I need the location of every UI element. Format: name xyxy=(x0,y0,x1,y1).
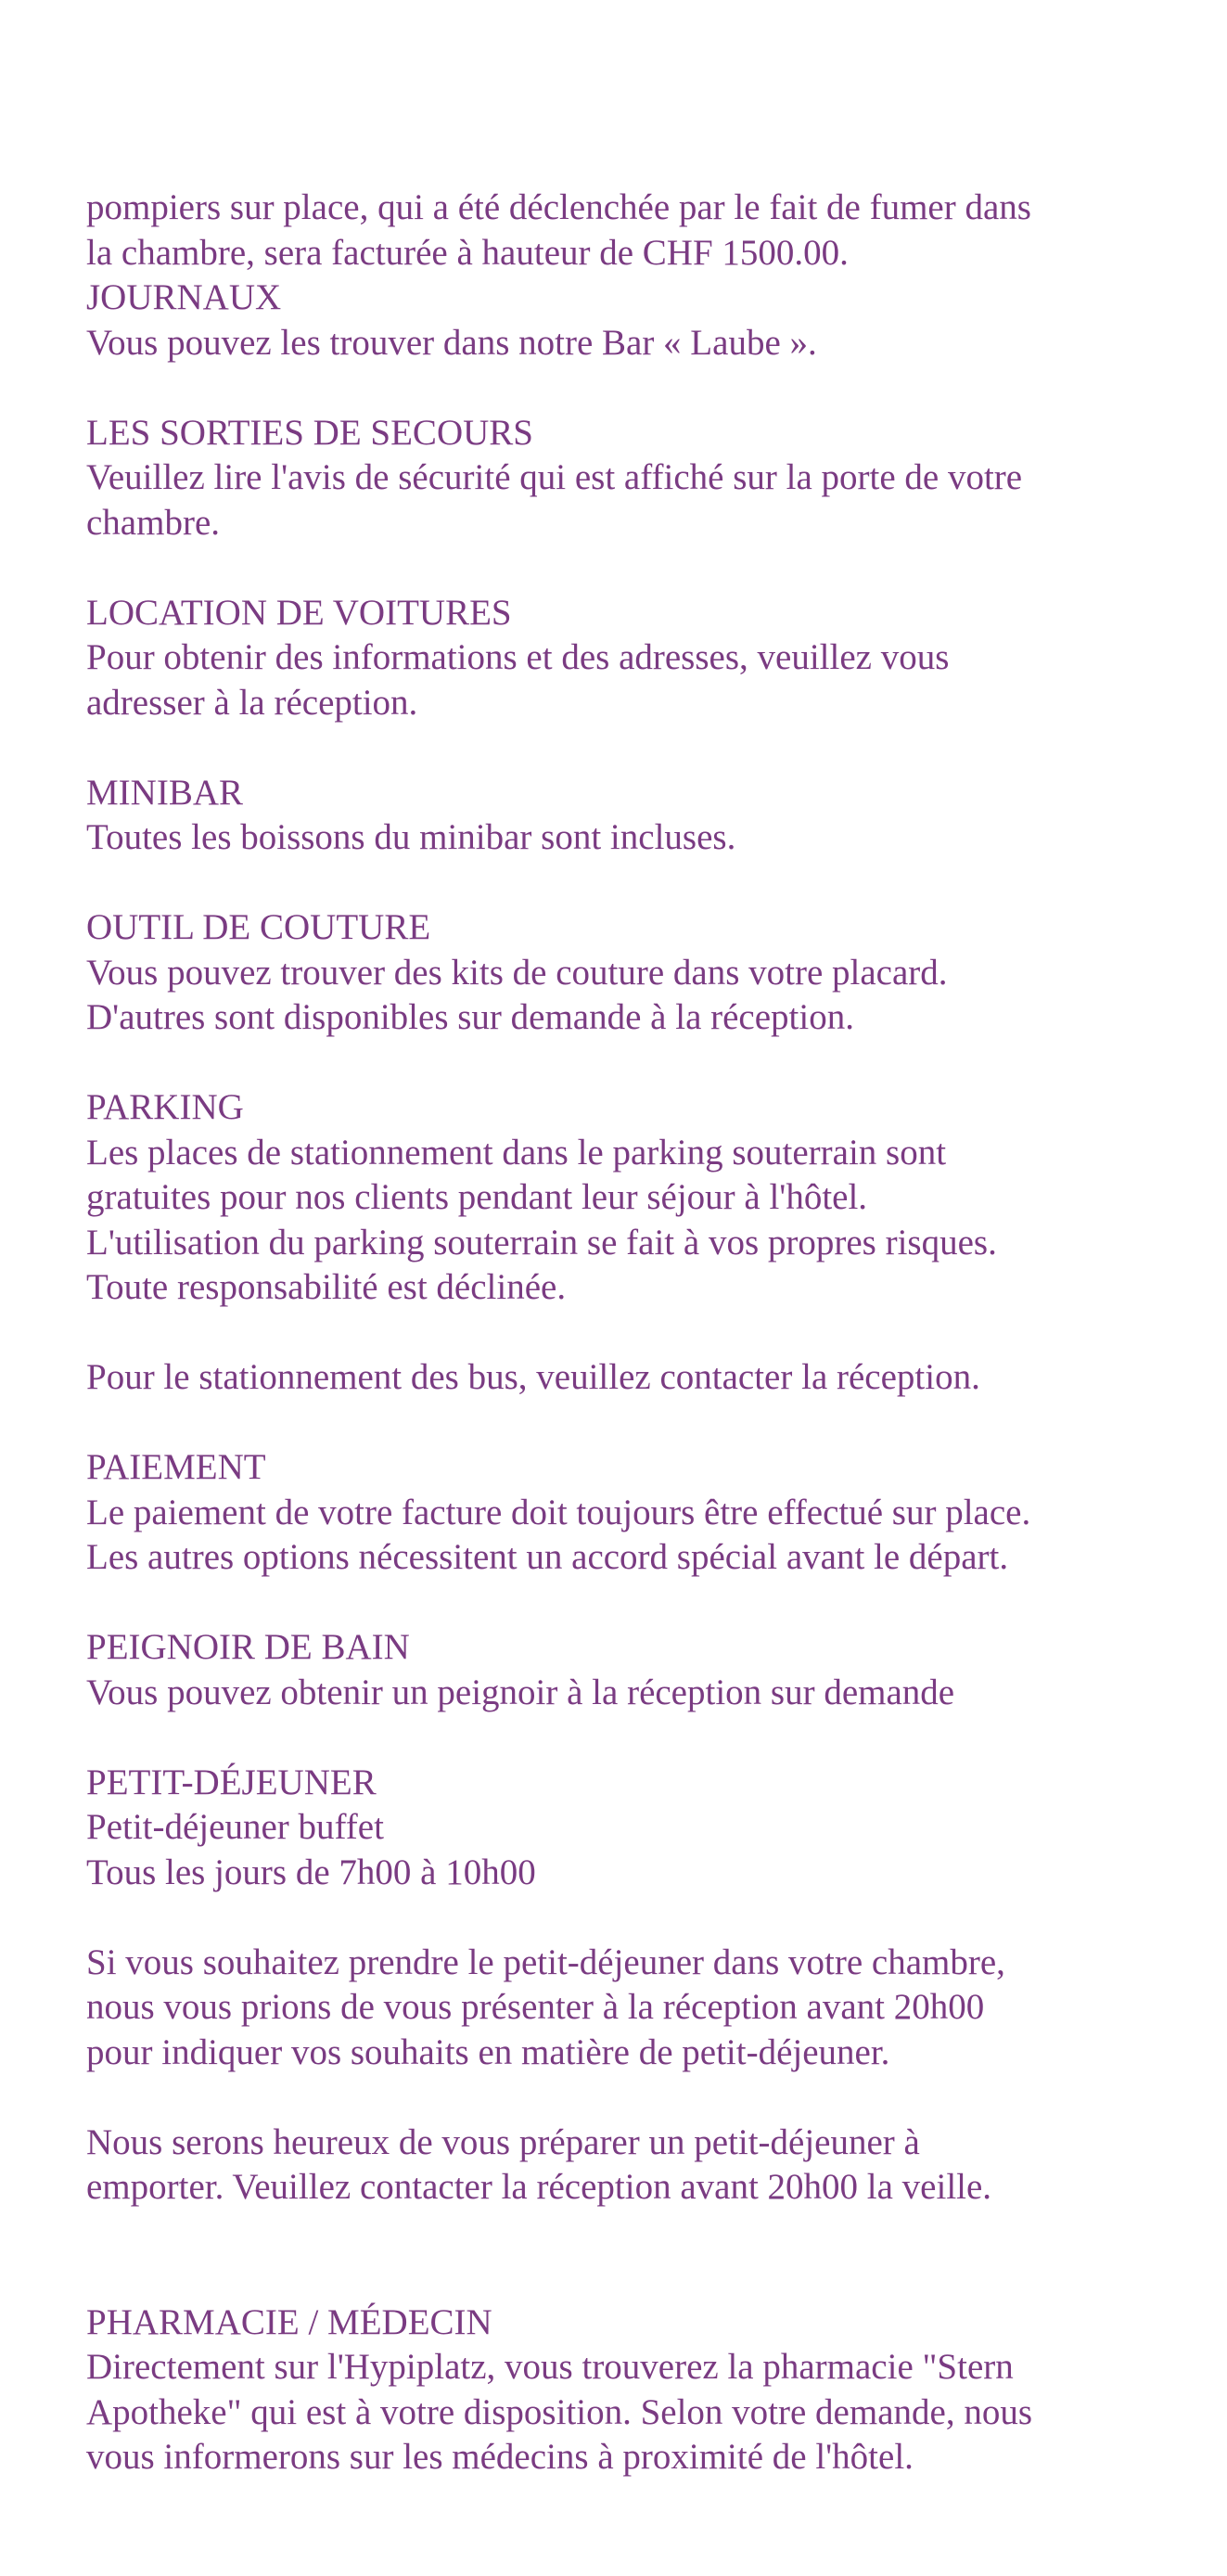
text-line: vous informerons sur les médecins à proximité de l'hôtel. xyxy=(86,2437,914,2477)
section-journaux xyxy=(86,276,1171,365)
text-line: Toutes les boissons du minibar sont incluses. xyxy=(86,817,736,857)
text-line: pompiers sur place, qui a été déclenchée par le fait de fumer dans xyxy=(86,187,1031,227)
text-line: Les autres options nécessitent un accord spécial avant le départ. xyxy=(86,1537,1009,1577)
text-line: Nous serons heureux de vous préparer un petit-déjeuner à xyxy=(86,2121,920,2162)
text-line: Veuillez lire l'avis de sécurité qui est affiché sur la porte de votre xyxy=(86,457,1023,497)
section-location-voitures xyxy=(86,591,1171,726)
section-heading: LES SORTIES DE SECOURS xyxy=(86,412,533,453)
section-heading: PEIGNOIR DE BAIN xyxy=(86,1627,410,1667)
text-line: Apotheke" qui est à votre disposition. Selon votre demande, nous xyxy=(86,2391,1032,2432)
section-peignoir xyxy=(86,1625,1171,1715)
text-line: Le paiement de votre facture doit toujours être effectué sur place. xyxy=(86,1492,1031,1532)
text-line: Si vous souhaitez prendre le petit-déjeuner dans votre chambre, xyxy=(86,1942,1005,1982)
text-line: Vous pouvez obtenir un peignoir à la réception sur demande xyxy=(86,1672,955,1712)
text-line: emporter. Veuillez contacter la réception avant 20h00 la veille. xyxy=(86,2167,992,2207)
text-line: Petit-déjeuner buffet xyxy=(86,1807,384,1847)
section-heading: PAIEMENT xyxy=(86,1447,266,1487)
text-line: Tous les jours de 7h00 à 10h00 xyxy=(86,1852,536,1892)
section-heading: MINIBAR xyxy=(86,772,244,813)
section-heading: LOCATION DE VOITURES xyxy=(86,592,512,633)
section-paiement xyxy=(86,1445,1171,1581)
intro-paragraph xyxy=(86,186,1171,276)
text-line: Vous pouvez les trouver dans notre Bar « Laube ». xyxy=(86,322,817,363)
text-line: gratuites pour nos clients pendant leur séjour à l'hôtel. xyxy=(86,1177,868,1217)
text-line: adresser à la réception. xyxy=(86,682,418,723)
section-heading: PETIT-DÉJEUNER xyxy=(86,1762,377,1802)
section-heading: JOURNAUX xyxy=(86,277,282,317)
section-heading: PHARMACIE / MÉDECIN xyxy=(86,2301,492,2342)
section-petit-dejeuner xyxy=(86,1761,1171,2211)
section-heading: OUTIL DE COUTURE xyxy=(86,907,431,947)
text-line: Directement sur l'Hypiplatz, vous trouverez la pharmacie "Stern xyxy=(86,2347,1014,2387)
text-line: Les places de stationnement dans le parking souterrain sont xyxy=(86,1132,947,1173)
section-parking xyxy=(86,1085,1171,1401)
text-line: Pour obtenir des informations et des adresses, veuillez vous xyxy=(86,637,950,677)
text-line: L'utilisation du parking souterrain se fait à vos propres risques. xyxy=(86,1222,997,1262)
text-line: Vous pouvez trouver des kits de couture dans votre placard. xyxy=(86,952,948,993)
section-pharmacie-medecin xyxy=(86,2300,1171,2480)
text-line: chambre. xyxy=(86,502,221,543)
text-line: Toute responsabilité est déclinée. xyxy=(86,1267,567,1307)
section-heading: PARKING xyxy=(86,1087,244,1127)
section-minibar xyxy=(86,771,1171,861)
text-line: la chambre, sera facturée à hauteur de CHF 1500.00. xyxy=(86,232,849,273)
text-line: pour indiquer vos souhaits en matière de petit-déjeuner. xyxy=(86,2031,890,2072)
text-line: Pour le stationnement des bus, veuillez contacter la réception. xyxy=(86,1357,980,1397)
text-line: nous vous prions de vous présenter à la réception avant 20h00 xyxy=(86,1987,985,2027)
section-sorties-de-secours xyxy=(86,411,1171,546)
text-line: D'autres sont disponibles sur demande à la réception. xyxy=(86,997,854,1037)
section-outil-couture xyxy=(86,905,1171,1041)
